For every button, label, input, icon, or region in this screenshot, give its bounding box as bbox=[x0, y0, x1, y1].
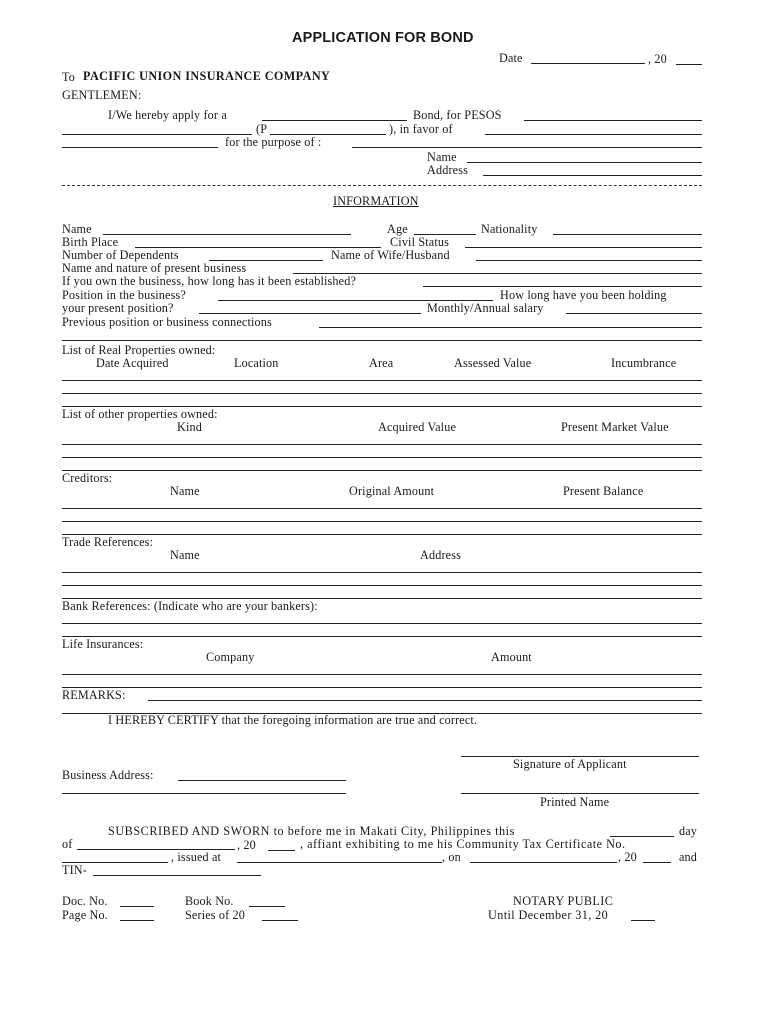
spouse-field[interactable] bbox=[476, 260, 702, 261]
printed-name-label: Printed Name bbox=[540, 795, 610, 809]
col-market-value: Present Market Value bbox=[561, 420, 669, 434]
purpose-field[interactable] bbox=[352, 147, 702, 148]
info-name-label: Name bbox=[62, 222, 92, 236]
info-name-field[interactable] bbox=[103, 234, 351, 235]
col-assessed-value: Assessed Value bbox=[454, 356, 532, 370]
business-label: Name and nature of present business bbox=[62, 261, 247, 275]
real-properties-label: List of Real Properties owned: bbox=[62, 343, 216, 357]
sworn-statement: SUBSCRIBED AND SWORN to before me in Makati City, Philippines this bbox=[108, 824, 515, 838]
civil-status-field[interactable] bbox=[465, 247, 702, 248]
and-label: and bbox=[679, 850, 698, 864]
issued-on-field[interactable] bbox=[470, 862, 617, 863]
col-date-acquired: Date Acquired bbox=[96, 356, 169, 370]
issued-on-label: , on bbox=[442, 850, 461, 864]
salary-field[interactable] bbox=[566, 313, 702, 314]
other-properties-label: List of other properties owned: bbox=[62, 407, 218, 421]
signature-label: Signature of Applicant bbox=[513, 757, 627, 771]
salutation: GENTLEMEN: bbox=[62, 88, 142, 102]
previous-position-field-2[interactable] bbox=[62, 340, 702, 341]
life-insurances-label: Life Insurances: bbox=[62, 637, 144, 651]
information-heading: INFORMATION bbox=[333, 194, 419, 208]
bond-pesos-label: Bond, for PESOS bbox=[413, 108, 502, 122]
date-year-field[interactable] bbox=[676, 64, 702, 65]
until-year-field[interactable] bbox=[631, 920, 655, 921]
salary-label: Monthly/Annual salary bbox=[427, 301, 544, 315]
life-insurances-row-1[interactable] bbox=[62, 674, 702, 675]
issued-at-field[interactable] bbox=[237, 862, 442, 863]
book-no-field[interactable] bbox=[249, 906, 285, 907]
bond-type-field[interactable] bbox=[262, 120, 407, 121]
page-no-label: Page No. bbox=[62, 908, 108, 922]
previous-position-label: Previous position or business connections bbox=[62, 315, 272, 329]
obligee-name-label: Name bbox=[427, 150, 457, 164]
sworn-year-prefix: , 20 bbox=[237, 838, 256, 852]
real-properties-row-1[interactable] bbox=[62, 380, 702, 381]
age-label: Age bbox=[387, 222, 408, 236]
issued-year-prefix: , 20 bbox=[618, 850, 637, 864]
pesos-words-field-2[interactable] bbox=[62, 134, 252, 135]
established-label: If you own the business, how long has it been established? bbox=[62, 274, 357, 288]
position-label: Position in the business? bbox=[62, 288, 186, 302]
sworn-day-label: day bbox=[679, 824, 698, 838]
creditors-label: Creditors: bbox=[62, 471, 113, 485]
col-creditor-name: Name bbox=[170, 484, 200, 498]
to-prefix: To bbox=[62, 70, 75, 84]
date-field[interactable] bbox=[531, 63, 645, 64]
col-area: Area bbox=[369, 356, 394, 370]
life-insurances-row-2[interactable] bbox=[62, 687, 702, 688]
col-acquired-value: Acquired Value bbox=[378, 420, 457, 434]
creditors-row-3[interactable] bbox=[62, 534, 702, 535]
in-favor-field[interactable] bbox=[485, 134, 702, 135]
nationality-label: Nationality bbox=[481, 222, 538, 236]
other-properties-row-1[interactable] bbox=[62, 444, 702, 445]
birth-place-label: Birth Place bbox=[62, 235, 119, 249]
obligee-name-field[interactable] bbox=[467, 162, 702, 163]
real-properties-row-2[interactable] bbox=[62, 393, 702, 394]
series-label: Series of 20 bbox=[185, 908, 246, 922]
in-favor-label: ), in favor of bbox=[389, 122, 453, 136]
certify-statement: I HEREBY CERTIFY that the foregoing information are true and correct. bbox=[108, 713, 478, 727]
sworn-year-field[interactable] bbox=[268, 850, 295, 851]
spouse-label: Name of Wife/Husband bbox=[331, 248, 450, 262]
col-original-amount: Original Amount bbox=[349, 484, 435, 498]
dependents-label: Number of Dependents bbox=[62, 248, 179, 262]
col-kind: Kind bbox=[177, 420, 202, 434]
established-field[interactable] bbox=[423, 286, 702, 287]
book-no-label: Book No. bbox=[185, 894, 234, 908]
col-trade-name: Name bbox=[170, 548, 200, 562]
date-label: Date bbox=[499, 51, 523, 65]
form-title: APPLICATION FOR BOND bbox=[292, 30, 474, 46]
purpose-label: for the purpose of : bbox=[225, 135, 322, 149]
creditors-row-2[interactable] bbox=[62, 521, 702, 522]
company-name: PACIFIC UNION INSURANCE COMPANY bbox=[83, 69, 331, 83]
col-amount: Amount bbox=[491, 650, 532, 664]
other-properties-row-3[interactable] bbox=[62, 470, 702, 471]
pesos-words-field[interactable] bbox=[524, 120, 702, 121]
holding-label: How long have you been holding bbox=[500, 288, 667, 302]
col-company: Company bbox=[206, 650, 255, 664]
until-label: Until December 31, 20 bbox=[488, 908, 609, 922]
doc-no-field[interactable] bbox=[120, 906, 154, 907]
sworn-of-label: of bbox=[62, 837, 73, 851]
amount-prefix: (P bbox=[256, 122, 268, 136]
notary-public-label: NOTARY PUBLIC bbox=[513, 894, 614, 908]
dashed-divider bbox=[62, 185, 702, 186]
creditors-row-1[interactable] bbox=[62, 508, 702, 509]
other-properties-row-2[interactable] bbox=[62, 457, 702, 458]
col-present-balance: Present Balance bbox=[563, 484, 644, 498]
obligee-address-field[interactable] bbox=[483, 175, 702, 176]
bank-references-row-2[interactable] bbox=[62, 636, 702, 637]
col-trade-address: Address bbox=[420, 548, 461, 562]
date-year-prefix: , 20 bbox=[648, 52, 667, 66]
business-address-label: Business Address: bbox=[62, 768, 154, 782]
business-address-field[interactable] bbox=[178, 780, 346, 781]
issued-at-label: , issued at bbox=[171, 850, 222, 864]
tin-label: TIN- bbox=[62, 863, 87, 877]
present-position-field[interactable] bbox=[199, 313, 421, 314]
issued-year-field[interactable] bbox=[643, 862, 671, 863]
col-incumbrance: Incumbrance bbox=[611, 356, 677, 370]
ctc-statement: , affiant exhibiting to me his Community Tax Certificate No. bbox=[300, 837, 626, 851]
remarks-field[interactable] bbox=[148, 700, 702, 701]
col-location: Location bbox=[234, 356, 279, 370]
previous-position-field[interactable] bbox=[319, 327, 702, 328]
trade-references-row-1[interactable] bbox=[62, 572, 702, 573]
bank-references-label: Bank References: (Indicate who are your bankers): bbox=[62, 599, 318, 613]
tin-field[interactable] bbox=[93, 875, 261, 876]
bank-references-row-1[interactable] bbox=[62, 623, 702, 624]
nationality-field[interactable] bbox=[553, 234, 702, 235]
printed-name-line[interactable] bbox=[461, 793, 699, 794]
present-position-label: your present position? bbox=[62, 301, 174, 315]
civil-status-label: Civil Status bbox=[390, 235, 450, 249]
remarks-label: REMARKS: bbox=[62, 688, 126, 702]
page-no-field[interactable] bbox=[120, 920, 154, 921]
purpose-field-left[interactable] bbox=[62, 147, 218, 148]
obligee-address-label: Address bbox=[427, 163, 468, 177]
apply-text: I/We hereby apply for a bbox=[108, 108, 227, 122]
business-address-field-2[interactable] bbox=[62, 793, 346, 794]
trade-references-row-2[interactable] bbox=[62, 585, 702, 586]
doc-no-label: Doc. No. bbox=[62, 894, 108, 908]
trade-references-label: Trade References: bbox=[62, 535, 154, 549]
series-field[interactable] bbox=[262, 920, 298, 921]
